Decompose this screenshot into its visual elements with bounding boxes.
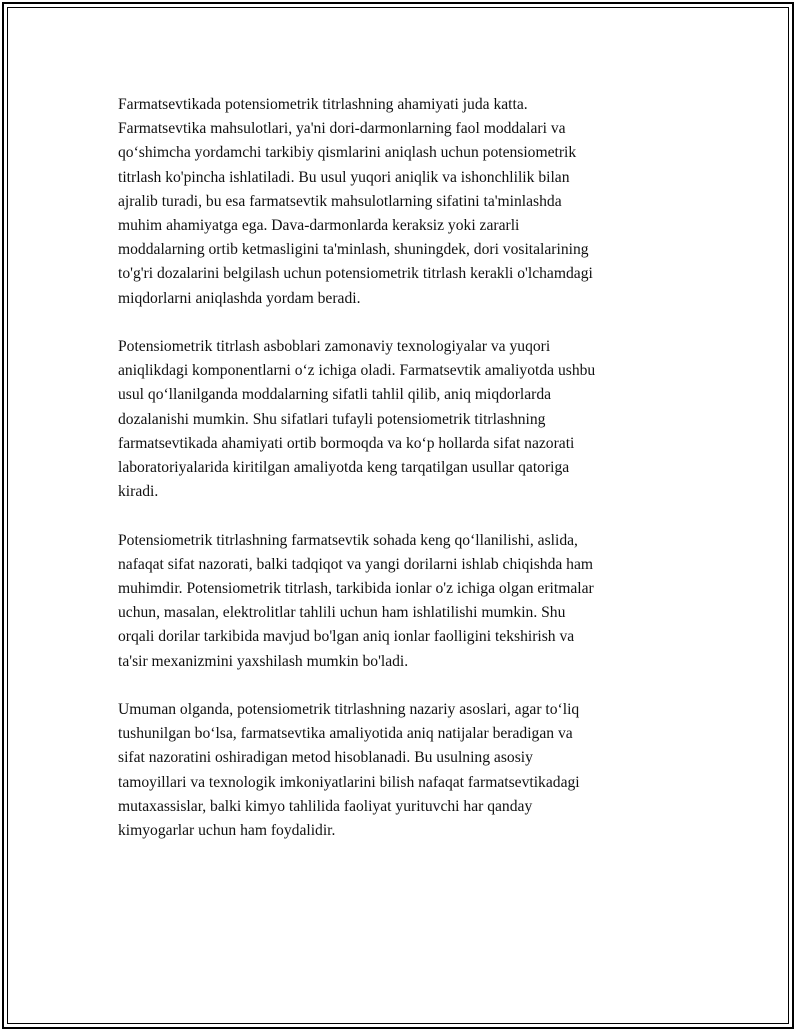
paragraph-line: tushunilgan bo‘lsa, farmatsevtika amaliyotida aniq natijalar beradigan va [118,725,573,743]
paragraph-3 [118,529,688,674]
paragraph-line: usul qo‘llanilganda moddalarning sifatli tahlil qilib, aniq miqdorlarda [118,386,552,404]
paragraph-line: Farmatsevtikada potensiometrik titrlashning ahamiyati juda katta. [118,96,528,113]
paragraph-4 [118,698,688,843]
paragraph-line: qo‘shimcha yordamchi tarkibiy qismlarini aniqlash uchun potensiometrik [118,144,577,162]
paragraph-line: kimyogarlar uchun ham foydalidir. [118,822,336,840]
paragraph-line: farmatsevtikada ahamiyati ortib bormoqda va ko‘p hollarda sifat nazorati [118,434,575,452]
paragraph-line: dozalanishi mumkin. Shu sifatlari tufayli potensiometrik titrlashning [118,410,546,428]
document-body [118,93,688,867]
paragraph-line: Farmatsevtika mahsulotlari, ya'ni dori-darmonlarning faol moddalari va [118,120,566,138]
paragraph-line: ta'sir mexanizmini yaxshilash mumkin bo'ladi. [118,652,409,670]
paragraph-line: kiradi. [118,483,159,501]
paragraph-line: miqdorlarni aniqlashda yordam beradi. [118,289,361,307]
paragraph-line: muhim ahamiyatga ega. Dava-darmonlarda keraksiz yoki zararli [118,217,520,235]
paragraph-1 [118,93,688,311]
paragraph-line: aniqlikdagi komponentlarni o‘z ichiga oladi. Farmatsevtik amaliyotda ushbu [118,362,596,380]
paragraph-line: Umuman olganda, potensiometrik titrlashning nazariy asoslari, agar to‘liq [118,701,580,719]
paragraph-line: mutaxassislar, balki kimyo tahlilida faoliyat yurituvchi har qanday [118,797,533,815]
paragraph-line: nafaqat sifat nazorati, balki tadqiqot va yangi dorilarni ishlab chiqishda ham [118,555,594,573]
paragraph-line: uchun, masalan, elektrolitlar tahlili uchun ham ishlatilishi mumkin. Shu [118,604,566,622]
paragraph-line: ajralib turadi, bu esa farmatsevtik mahsulotlarning sifatini ta'minlashda [118,192,562,210]
paragraph-line: titrlash ko'pincha ishlatiladi. Bu usul yuqori aniqlik va ishonchlilik bilan [118,168,570,186]
paragraph-line: tamoyillari va texnologik imkoniyatlarini bilish nafaqat farmatsevtikadagi [118,773,580,791]
paragraph-2 [118,335,688,504]
paragraph-line: to'g'ri dozalarini belgilash uchun potensiometrik titrlash kerakli o'lchamdagi [118,265,593,283]
paragraph-line: orqali dorilar tarkibida mavjud bo'lgan aniq ionlar faolligini tekshirish va [118,628,575,646]
paragraph-line: sifat nazoratini oshiradigan metod hisoblanadi. Bu usulning asosiy [118,749,533,767]
paragraph-line: Potensiometrik titrlash asboblari zamonaviy texnologiyalar va yuqori [118,338,551,356]
paragraph-line: muhimdir. Potensiometrik titrlash, tarkibida ionlar o'z ichiga olgan eritmalar [118,580,594,598]
paragraph-line: Potensiometrik titrlashning farmatsevtik sohada keng qo‘llanilishi, aslida, [118,531,578,549]
paragraph-line: laboratoriyalarida kiritilgan amaliyotda keng tarqatilgan usullar qatoriga [118,459,570,477]
paragraph-line: moddalarning ortib ketmasligini ta'minlash, shuningdek, dori vositalarining [118,241,589,259]
